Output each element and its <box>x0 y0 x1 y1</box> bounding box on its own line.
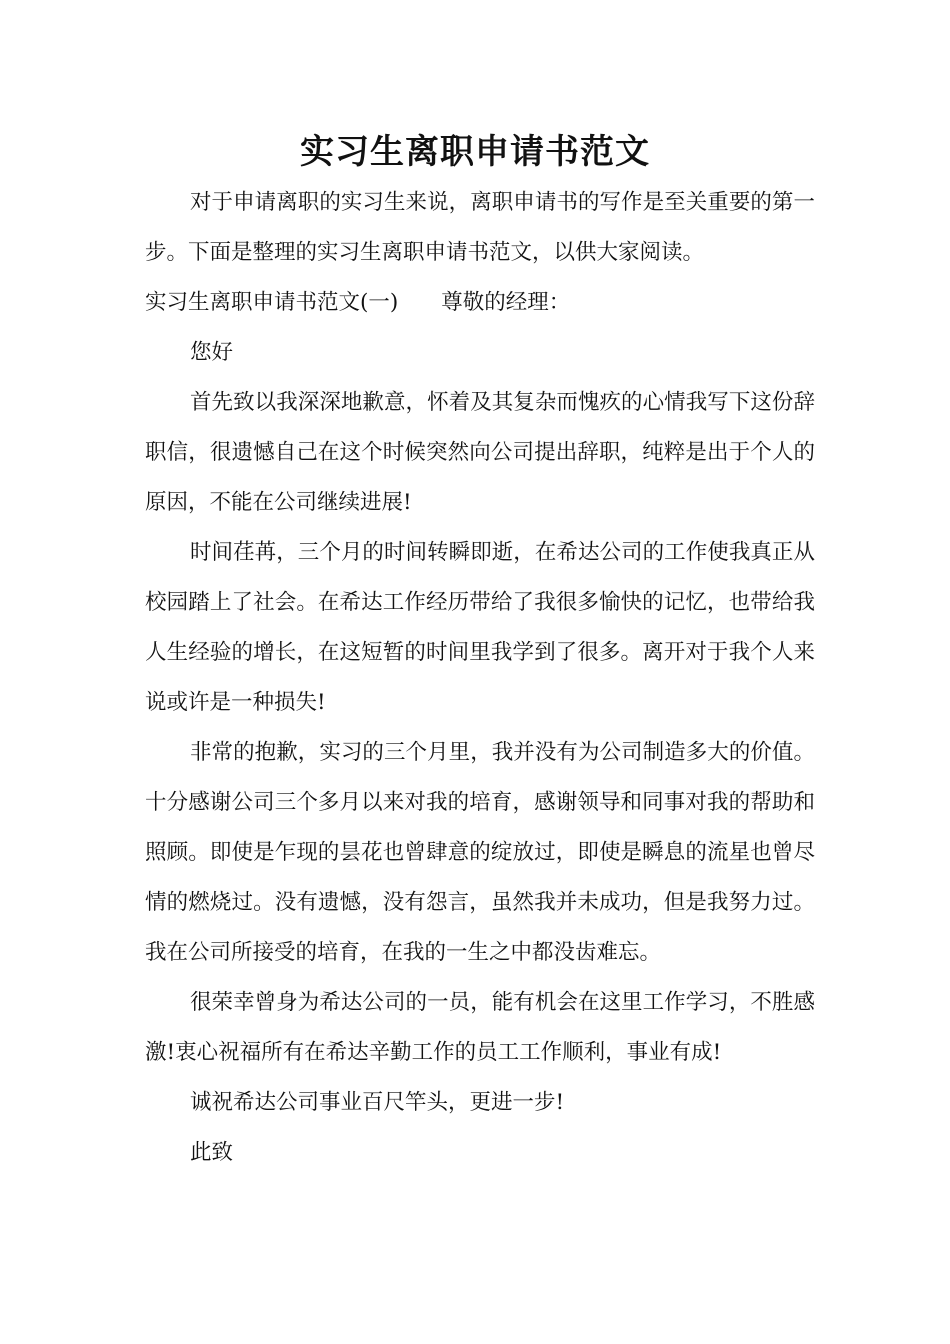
greeting: 您好 <box>190 340 234 365</box>
closing-line: 此致 <box>190 1140 234 1165</box>
document-body <box>145 178 815 1178</box>
body-paragraph-2: 时间荏苒，三个月的时间转瞬即逝，在希达公司的工作使我真正从校园踏上了社会。在希达工作经历带给了我很多愉快的记忆，也带给我人生经验的增长，在这短暂的时间里我学到了很多。离开对于我个人来说或许是一种损失! <box>145 540 815 715</box>
body-paragraph-1: 首先致以我深深地歉意，怀着及其复杂而愧疚的心情我写下这份辞职信，很遗憾自己在这个时候突然向公司提出辞职，纯粹是出于个人的原因，不能在公司继续进展! <box>145 390 815 515</box>
document-title: 实习生离职申请书范文 <box>300 132 650 172</box>
body-paragraph-3: 非常的抱歉，实习的三个月里，我并没有为公司制造多大的价值。十分感谢公司三个多月以来对我的培育，感谢领导和同事对我的帮助和照顾。即使是乍现的昙花也曾肆意的绽放过，即使是瞬息的流星也曾尽情的燃烧过。没有遗憾，没有怨言，虽然我并未成功，但是我努力过。我在公司所接受的培育，在我的一生之中都没齿难忘。 <box>145 740 815 965</box>
body-paragraph-4: 很荣幸曾身为希达公司的一员，能有机会在这里工作学习，不胜感激!衷心祝福所有在希达辛勤工作的员工工作顺利，事业有成! <box>145 990 815 1065</box>
body-paragraph-5: 诚祝希达公司事业百尺竿头，更进一步! <box>190 1090 565 1115</box>
section-heading: 实习生离职申请书范文(一) 尊敬的经理： <box>145 290 571 315</box>
intro-paragraph: 对于申请离职的实习生来说，离职申请书的写作是至关重要的第一步。下面是整理的实习生离职申请书范文，以供大家阅读。 <box>145 190 815 265</box>
